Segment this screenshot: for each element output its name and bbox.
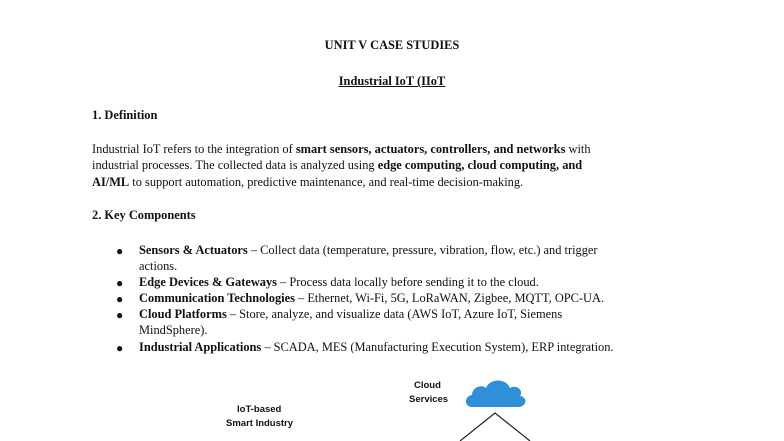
connector-lines: [460, 413, 530, 441]
unit-title: UNIT V CASE STUDIES: [324, 38, 460, 52]
cloud-label-line-2: Services: [409, 394, 449, 405]
definition-text: to support automation, predictive maintenance, and real-time decision-making.: [129, 175, 524, 189]
list-item-desc: – Store, analyze, and visualize data (AWS IoT, Azure IoT, Siemens: [226, 307, 563, 321]
list-item-continuation: actions.: [139, 259, 178, 273]
smart-industry-label-line-1: IoT-based: [237, 404, 282, 415]
smart-industry-label-line-2: Smart Industry: [226, 418, 294, 429]
bullet-icon: ●: [116, 292, 124, 306]
definition-line-3: [92, 175, 523, 190]
definition-emphasis: smart sensors, actuators, controllers, and networks: [295, 142, 566, 156]
list-item-desc: – Collect data (temperature, pressure, vibration, flow, etc.) and trigger: [247, 243, 598, 257]
definition-emphasis: AI/ML: [92, 175, 130, 189]
list-item: [139, 291, 604, 306]
list-item-term: Edge Devices & Gateways: [139, 275, 277, 289]
list-item-continuation: MindSphere).: [139, 323, 208, 337]
section-2-heading: 2. Key Components: [92, 208, 196, 222]
page-title-text: Industrial IoT (IIoT: [338, 74, 446, 88]
list-item: [139, 340, 614, 355]
list-item-desc: – Process data locally before sending it to the cloud.: [277, 275, 539, 289]
bullet-icon: ●: [116, 308, 124, 322]
definition-line-1: [92, 142, 591, 157]
definition-text: industrial processes. The collected data is analyzed using: [92, 158, 378, 172]
cloud-icon: [466, 381, 525, 408]
list-item-desc: – Ethernet, Wi-Fi, 5G, LoRaWAN, Zigbee, MQTT, OPC-UA.: [294, 291, 605, 305]
definition-text: Industrial IoT refers to the integration of: [92, 142, 296, 156]
iiot-diagram: [0, 360, 784, 441]
list-item-term: Industrial Applications: [139, 340, 262, 354]
page-title: [0, 74, 784, 89]
bullet-icon: ●: [116, 341, 124, 355]
list-item-term: Cloud Platforms: [139, 307, 227, 321]
list-item-desc: – SCADA, MES (Manufacturing Execution System), ERP integration.: [261, 340, 614, 354]
definition-emphasis: edge computing, cloud computing, and: [377, 158, 583, 172]
definition-text: with: [565, 142, 591, 156]
bullet-icon: ●: [116, 276, 124, 290]
cloud-label-line-1: Cloud: [414, 380, 441, 391]
list-item: [139, 243, 598, 258]
list-item: [139, 275, 539, 290]
list-item-term: Communication Technologies: [139, 291, 295, 305]
list-item-term: Sensors & Actuators: [139, 243, 248, 257]
list-item: [139, 307, 562, 322]
bullet-icon: ●: [116, 244, 124, 258]
definition-line-2: [92, 158, 582, 173]
section-1-heading: 1. Definition: [92, 108, 158, 122]
